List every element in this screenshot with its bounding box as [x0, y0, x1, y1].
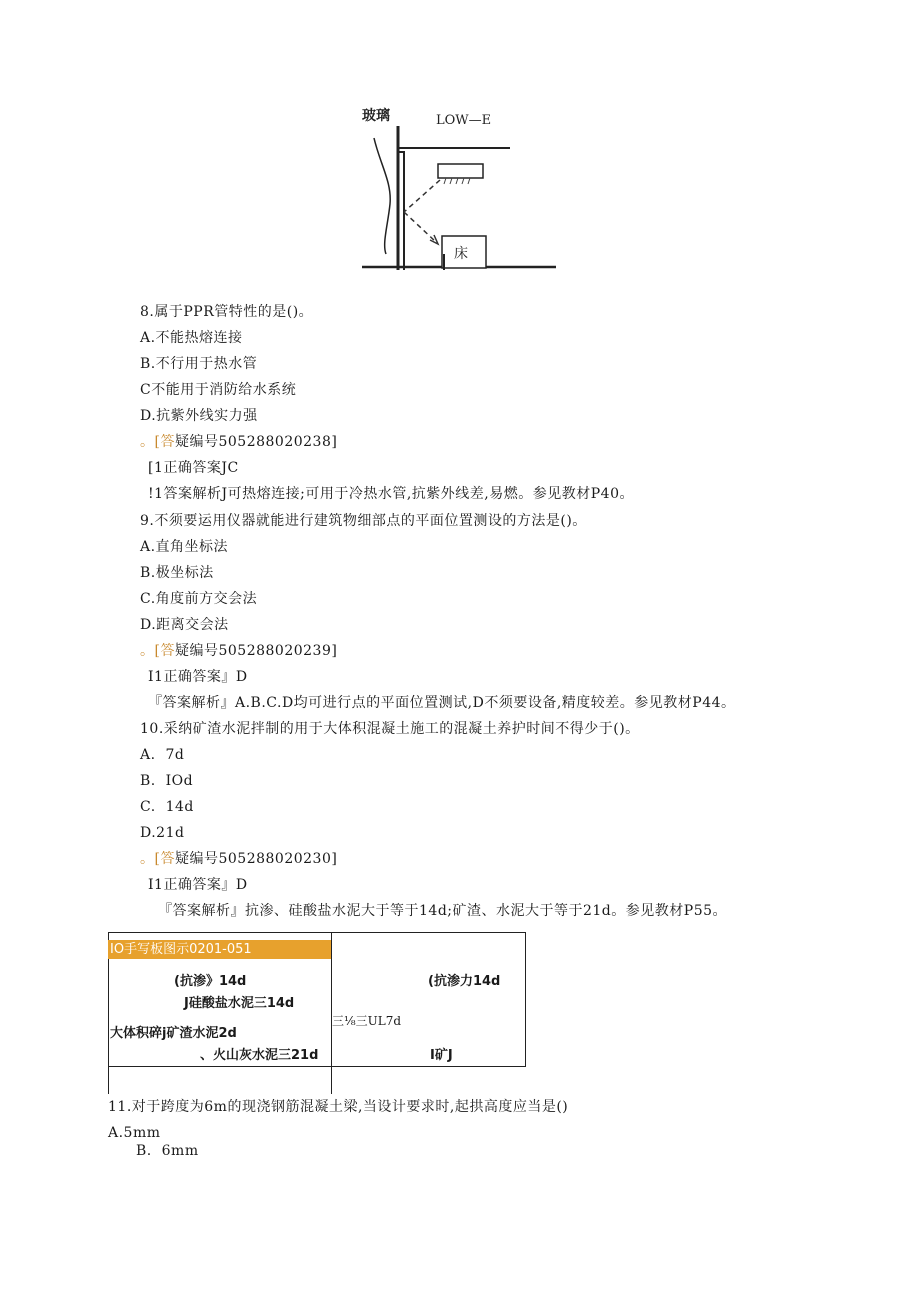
low-e-glass-sketch [360, 104, 556, 274]
q10-option-a: A. 7d [140, 747, 185, 763]
q9-option-c: C.角度前方交会法 [140, 591, 258, 607]
handwriting-board-table [108, 932, 526, 1094]
q9-option-b: B.极坐标法 [140, 565, 214, 581]
table-right-top: (抗渗力14d [428, 974, 501, 989]
q8-stem: 8.属于PPR管特性的是()。 [140, 304, 314, 320]
q10-answer: I1正确答案』D [148, 877, 248, 893]
table-left-line-3: 大体积碎j矿渣水泥2d [110, 1026, 237, 1041]
bed-label: 床 [454, 246, 468, 262]
table-right-mid: 三⅛三UL7d [332, 1014, 402, 1028]
sketch-drawing [360, 104, 556, 274]
q9-answer: I1正确答案』D [148, 669, 248, 685]
table-left-line-4: 、火山灰水泥三21d [200, 1048, 319, 1063]
q9-question-id [140, 642, 337, 660]
q9-option-d: D.距离交会法 [140, 617, 229, 633]
q10-id-rest: 疑编号505288020230] [174, 851, 338, 867]
q8-id-prefix: 。[答 [140, 434, 175, 450]
q8-option-c: C不能用于消防给水系统 [140, 382, 297, 398]
q11-stem: 11.对于跨度为6m的现浇钢筋混凝土梁,当设计要求时,起拱高度应当是() [108, 1099, 569, 1115]
q9-id-prefix: 。[答 [140, 643, 175, 659]
q8-question-id [140, 433, 337, 451]
table-right-bottom: I矿J [430, 1048, 453, 1063]
q10-option-b: B. IOd [140, 773, 194, 789]
q8-analysis: !1答案解析J可热熔连接;可用于冷热水管,抗紫外线差,易燃。参见教材P40。 [148, 486, 634, 502]
q11-option-b: B. 6mm [136, 1143, 199, 1159]
low-e-label: LOW—E [436, 113, 492, 128]
table-left-line-1: (抗渗》14d [174, 974, 247, 989]
q10-option-c: C. 14d [140, 799, 194, 815]
q10-option-d: D.21d [140, 825, 185, 841]
q8-option-b: B.不行用于热水管 [140, 356, 258, 372]
q11-option-a: A.5mm [108, 1125, 161, 1141]
table-header: IO手写板图示0201-051 [108, 940, 331, 959]
q9-id-rest: 疑编号505288020239] [174, 643, 338, 659]
q9-analysis: 『答案解析』A.B.C.D均可进行点的平面位置测试,D不须要设备,精度较差。参见教材P44。 [148, 695, 736, 711]
q10-question-id [140, 850, 337, 868]
q10-stem: 10.采纳矿渣水泥拌制的用于大体积混凝土施工的混凝土养护时间不得少于()。 [140, 721, 640, 737]
table-left-line-2: J硅酸盐水泥三14d [184, 996, 295, 1011]
glass-label: 玻璃 [362, 108, 390, 124]
q10-id-prefix: 。[答 [140, 851, 175, 867]
q8-option-a: A.不能热熔连接 [140, 330, 243, 346]
q8-option-d: D.抗紫外线实力强 [140, 408, 258, 424]
q10-analysis: 『答案解析』抗渗、硅酸盐水泥大于等于14d;矿渣、水泥大于等于21d。参见教材P55。 [158, 903, 728, 919]
q9-stem: 9.不须要运用仪器就能进行建筑物细部点的平面位置测设的方法是()。 [140, 513, 587, 529]
q8-id-rest: 疑编号505288020238] [174, 434, 338, 450]
q8-answer: [1正确答案JC [148, 460, 239, 476]
q9-option-a: A.直角坐标法 [140, 539, 229, 555]
